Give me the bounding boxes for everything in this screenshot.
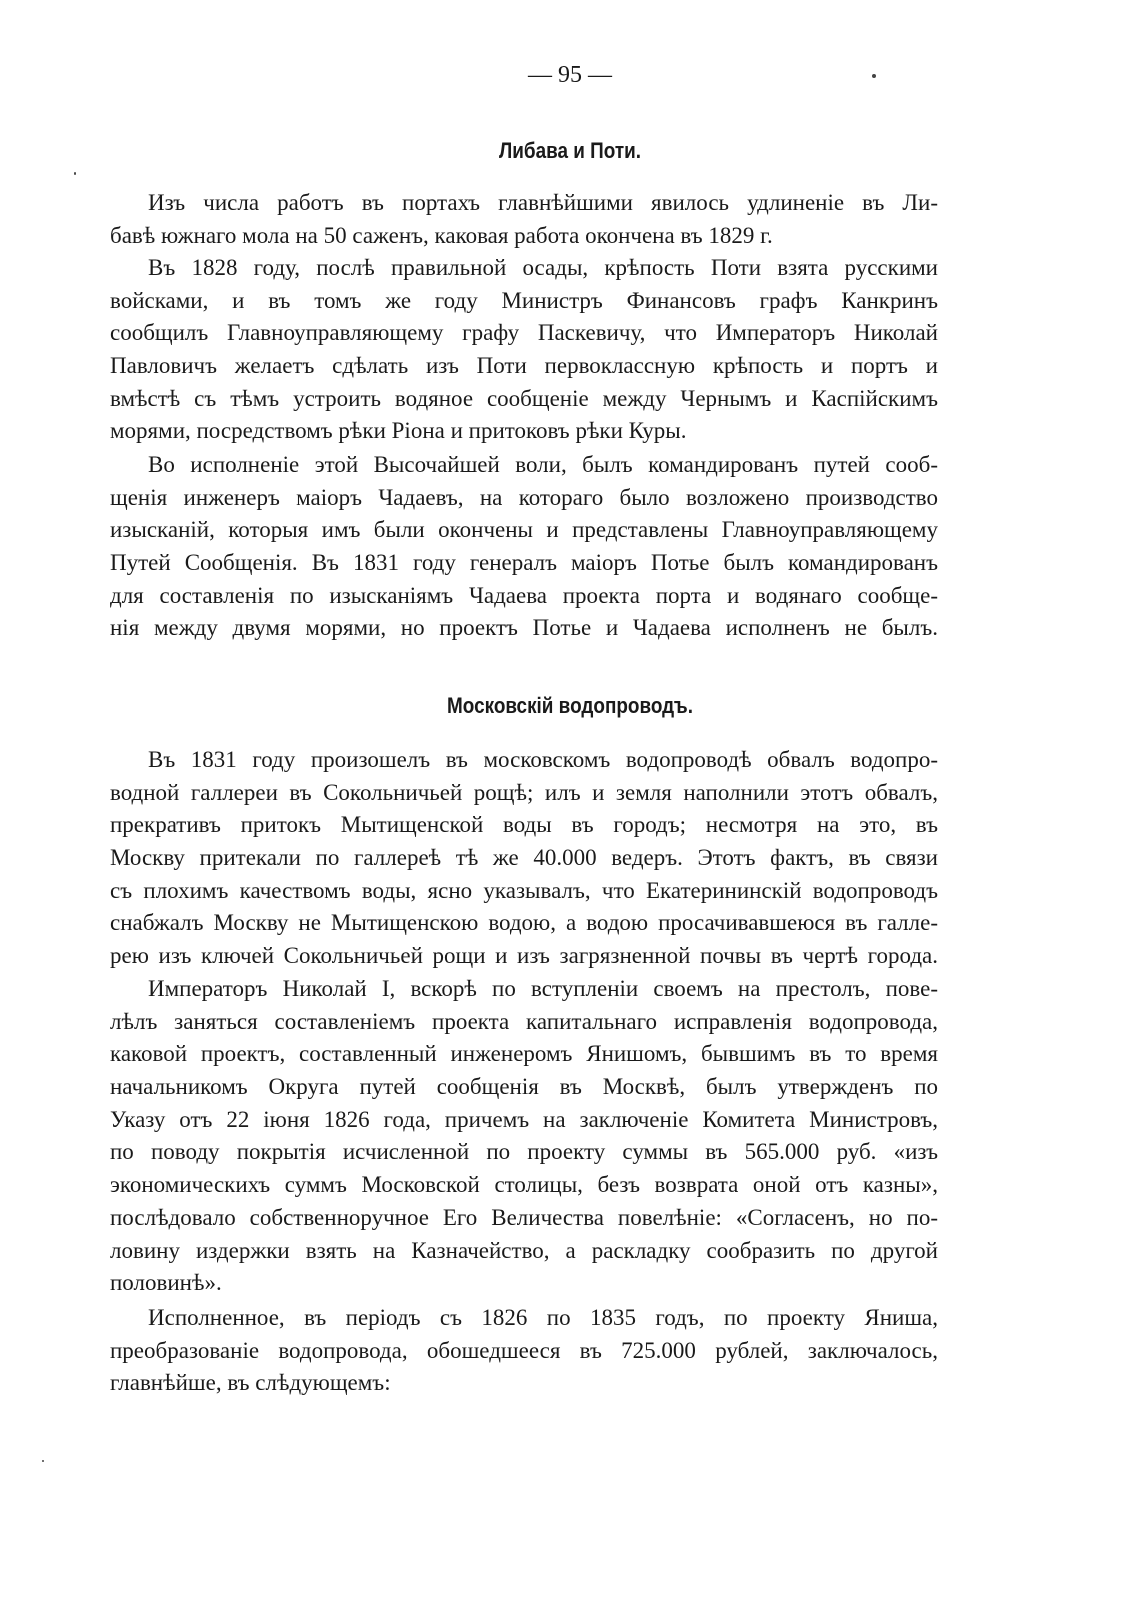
text-line: рею изъ ключей Сокольничьей рощи и изъ загрязненной почвы въ чертѣ города.: [110, 943, 938, 969]
text-line: съ плохимъ качествомъ воды, ясно указывалъ, что Екатерининскій водопроводъ: [110, 877, 938, 903]
section-heading-moscow-waterworks: Московскій водопроводъ.: [447, 693, 693, 718]
text-line: преобразованіе водопровода, обошедшееся въ 725.000 рублей, заключалось,: [110, 1337, 938, 1363]
text-line: изысканій, которыя имъ были окончены и представлены Главноуправляющему: [110, 517, 938, 543]
text-line: половинѣ».: [110, 1270, 222, 1296]
text-line: Императоръ Николай I, вскорѣ по вступленіи своемъ на престолъ, пове-: [148, 976, 938, 1001]
text-line: нія между двумя морями, но проектъ Потье и Чадаева исполненъ не былъ.: [110, 615, 938, 641]
text-line: начальникомъ Округа путей сообщенія въ Москвѣ, былъ утвержденъ по: [110, 1074, 938, 1100]
section-heading-libava-poti: Либава и Поти.: [498, 138, 642, 163]
text-line: Указу отъ 22 іюня 1826 года, причемъ на заключеніе Комитета Министровъ,: [110, 1106, 938, 1132]
text-line: Павловичъ желаетъ сдѣлать изъ Поти первоклассную крѣпость и портъ и: [110, 353, 938, 379]
text-line: прекративъ притокъ Мытищенской воды въ городъ; несмотря на это, въ: [110, 812, 938, 838]
text-line: послѣдовало собственноручное Его Величества повелѣніе: «Согласенъ, но по-: [110, 1204, 938, 1230]
scan-speck: [872, 74, 876, 78]
page-number: — 95 —: [528, 62, 612, 88]
text-line: снабжалъ Москву не Мытищенскою водою, а водою просачивавшеюся въ галле-: [110, 910, 938, 936]
paragraph: [110, 187, 938, 252]
text-line: Москву притекали по галлереѣ тѣ же 40.000 ведеръ. Этотъ фактъ, въ связи: [110, 845, 938, 871]
scan-speck: [42, 1460, 44, 1462]
paragraph: [110, 1302, 938, 1400]
paragraph: [110, 744, 938, 973]
paragraph: [110, 973, 938, 1300]
text-line: водной галлереи въ Сокольничьей рощѣ; илъ и земля наполнили этотъ обвалъ,: [110, 779, 938, 805]
paragraph: [110, 252, 938, 448]
text-line: сообщилъ Главноуправляющему графу Паскевичу, что Императоръ Николай: [110, 320, 938, 346]
text-line: Въ 1831 году произошелъ въ московскомъ водопроводѣ обвалъ водопро-: [148, 747, 938, 772]
text-line: Исполненное, въ періодъ съ 1826 по 1835 годъ, по проекту Яниша,: [148, 1305, 938, 1330]
text-line: ловину издержки взять на Казначейство, а раскладку сообразить по другой: [110, 1237, 938, 1263]
text-line: морями, посредствомъ рѣки Ріона и притоковъ рѣки Куры.: [110, 418, 687, 444]
text-line: для составленія по изысканіямъ Чадаева проекта порта и водянаго сообще-: [110, 582, 938, 608]
text-line: вмѣстѣ съ тѣмъ устроить водяное сообщеніе между Чернымъ и Каспійскимъ: [110, 385, 938, 411]
text-line: Во исполненіе этой Высочайшей воли, былъ командированъ путей сооб-: [148, 452, 938, 477]
text-line: щенія инженеръ маіоръ Чадаевъ, на котораго было возложено производство: [110, 484, 938, 510]
text-line: Въ 1828 году, послѣ правильной осады, крѣпость Поти взята русскими: [148, 255, 938, 280]
text-line: главнѣйше, въ слѣдующемъ:: [110, 1370, 391, 1396]
scan-speck: [74, 172, 76, 175]
text-line: каковой проектъ, составленный инженеромъ Янишомъ, бывшимъ въ то время: [110, 1041, 938, 1067]
text-line: войсками, и въ томъ же году Министръ Финансовъ графъ Канкринъ: [110, 287, 938, 313]
text-line: Изъ числа работъ въ портахъ главнѣйшими явилось удлиненіе въ Ли-: [148, 190, 938, 215]
text-line: по поводу покрытія исчисленной по проекту суммы въ 565.000 руб. «изъ: [110, 1139, 938, 1165]
text-line: лѣлъ заняться составленіемъ проекта капитальнаго исправленія водопровода,: [110, 1008, 938, 1034]
text-line: Путей Сообщенія. Въ 1831 году генералъ маіоръ Потье былъ командированъ: [110, 550, 938, 576]
text-line: бавѣ южнаго мола на 50 саженъ, каковая работа окончена въ 1829 г.: [110, 222, 773, 248]
paragraph: [110, 449, 938, 645]
text-line: экономическихъ суммъ Московской столицы, безъ возврата оной отъ казны»,: [110, 1172, 938, 1198]
